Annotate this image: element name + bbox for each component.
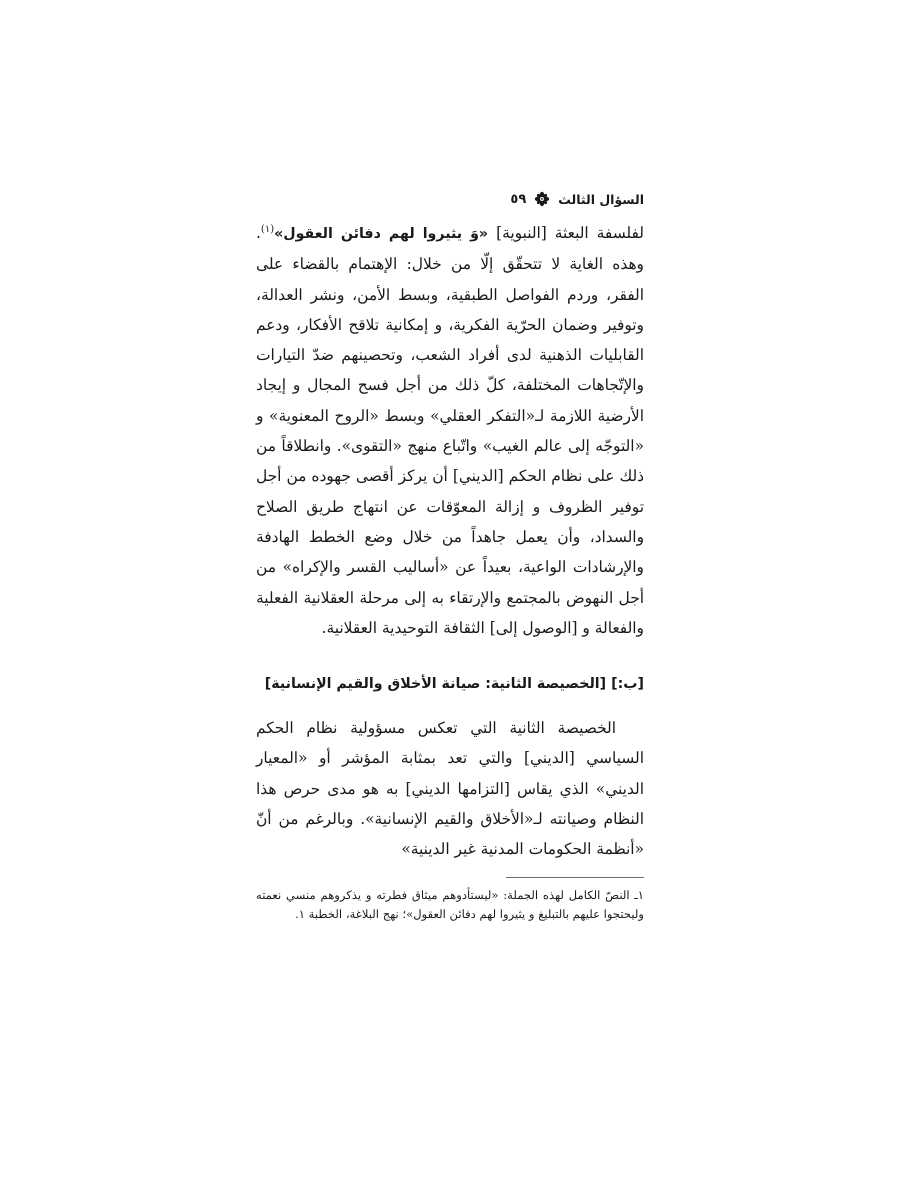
footnote: ١ـ النصّ الكامل لهذه الجملة: «ليستأدوهم ميثاق فطرته و يذكروهم منسي نعمته وليحتجوا عليهم بالتبليغ و يثيروا لهم دفائن العقول»؛ نهج البلاغة، الخطبة ١. xyxy=(256,887,644,921)
section-heading: [ب:] [الخصيصة الثانية: صيانة الأخلاق والقيم الإنسانية] xyxy=(264,676,644,693)
paragraph-1 xyxy=(256,218,644,643)
footnote-divider xyxy=(506,877,644,878)
page-body xyxy=(256,218,644,924)
footnote-reference: (١) xyxy=(260,223,275,235)
page-number: ٥٩ xyxy=(510,191,527,207)
bold-quote: «وَ يثيروا لهم دفائن العقول» xyxy=(274,226,489,242)
chapter-title: السؤال الثالث xyxy=(558,191,644,207)
paragraph-1-body: . وهذه الغاية لا تتحقّق إلّا من خلال: الإهتمام بالقضاء على الفقر، وردم الفواصل الطبقية، وبسط الأمن، ونشر العدالة، وتوفير وضمان الحرّية الفكرية، و إمكانية تلاقح الأفكار، ودعم القابليات الذهنية لدى أفراد الشعب، وتحصينهم ضدّ التيارات والإتّجاهات المختلفة، كلّ ذلك من أجل فسح المجال و إيجاد الأرضية اللازمة لـ«التفكر العقلي» وبسط «الروح المعنوية» و «التوجّه إلى عالم الغيب» واتّباع منهج «التقوى». وانطلاقاً من ذلك على نظام الحكم [الديني] أن يركز أقصى جهوده من أجل توفير الظروف و إزالة المعوّقات عن انتهاج طريق الصلاح والسداد، وأن يعمل جاهداً من خلال وضع الخطط الهادفة والإرشادات الواعية، بعيداً عن «أساليب القسر والإكراه» من أجل النهوض بالمجتمع والإرتقاء به إلى مرحلة العقلانية الفعلية والفعالة و [الوصول إلى] الثقافة التوحيدية العقلانية. xyxy=(256,224,644,637)
paragraph-1-opening: لفلسفة البعثة [النبوية] xyxy=(488,224,644,242)
paragraph-2: الخصيصة الثانية التي تعكس مسؤولية نظام الحكم السياسي [الديني] والتي تعد بمثابة المؤشر أو «المعيار الديني» الذي يقاس [التزامها الديني] به هو مدى حرص هذا النظام وصيانته لـ«الأخلاق والقيم الإنسانية». وبالرغم من أنّ «أنظمة الحكومات المدنية غير الدينية» xyxy=(256,719,644,859)
flower-ornament-icon xyxy=(534,191,550,207)
running-header xyxy=(256,186,644,212)
